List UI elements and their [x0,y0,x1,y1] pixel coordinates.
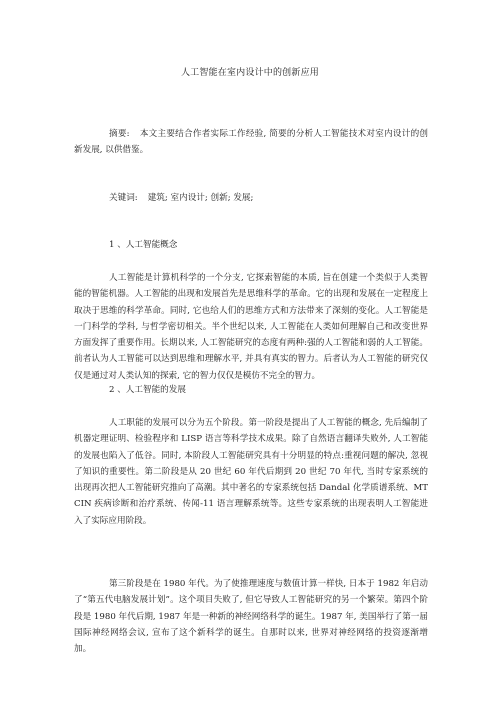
section-2-paragraph-2: 第三阶段是在 1980 年代。为了使推理速度与数值计算一样快, 日本于 1982 年启动了“第五代电脑发展计划”。这个项目失败了, 但它导致人工智能研究的另一个繁荣。第四个阶段是 1980 年代后期, 1987 年是一种新的神经网络科学的诞生。1987 年, 美国举行了第一届国际神经网络会议, 宣布了这个新科学的诞生。自那时以来, 世界对神经网络的投资逐渐增加。 [74,579,428,655]
section-heading-2: 2 、人工智能的发展 [109,385,186,395]
section-2-paragraph-1: 人工职能的发展可以分为五个阶段。第一阶段是提出了人工智能的概念, 先后编制了机器定理证明、检验程序和 LISP 语言等科学技术成果。除了自然语言翻译失败外, 人工智能的发展也陷入了低谷。同时, 本阶段人工智能研究具有十分明显的特点:重视问题的解决, 忽视了知识的重要性。第二阶段是从 20 世纪 60 年代后期到 20 世纪 70 年代, 当时专家系统的出现再次把人工智能研究推向了高潮。其中著名的专家系统包括 Dandal 化学质谱系统、MTCIN 疾病诊断和治疗系统、传闻-11 语言理解系统等。这些专家系统的出现表明人工智能进入了实际应用阶段。 [74,418,428,526]
keywords-line [74,190,428,206]
section-1-paragraph-1: 人工智能是计算机科学的一个分支, 它探索智能的本质, 旨在创建一个类似于人类智能的智能机器。人工智能的出现和发展首先是思维科学的革命。它的出现和发展在一定程度上取决于思维的科学革命。同时, 它也给人们的思维方式和方法带来了深刻的变化。人工智能是一门科学的学科, 与哲学密切相关。半个世纪以来, 人工智能在人类如何理解自己和改变世界方面发挥了重要作用。长期以来, 人工智能研究的态度有两种:强的人工智能和弱的人工智能。前者认为人工智能可以达到思维和理解水平, 并具有真实的智力。后者认为人工智能的研究仅仅是通过对人类认知的探索, 它的智力仅仅是模仿不完全的智力。 [74,273,428,381]
keywords-text: 建筑; 室内设计; 创新; 发展; [147,193,254,203]
abstract-paragraph [74,126,428,159]
abstract-label: 摘要: [109,129,130,139]
abstract-text: 本文主要结合作者实际工作经验, 简要的分析人工智能技术对室内设计的创新发展, 以供借鉴。 [74,129,428,156]
document-title: 人工智能在室内设计中的创新应用 [180,68,319,78]
keywords-label: 关键词: [109,193,138,203]
section-heading-1: 1 、人工智能概念 [109,240,178,250]
